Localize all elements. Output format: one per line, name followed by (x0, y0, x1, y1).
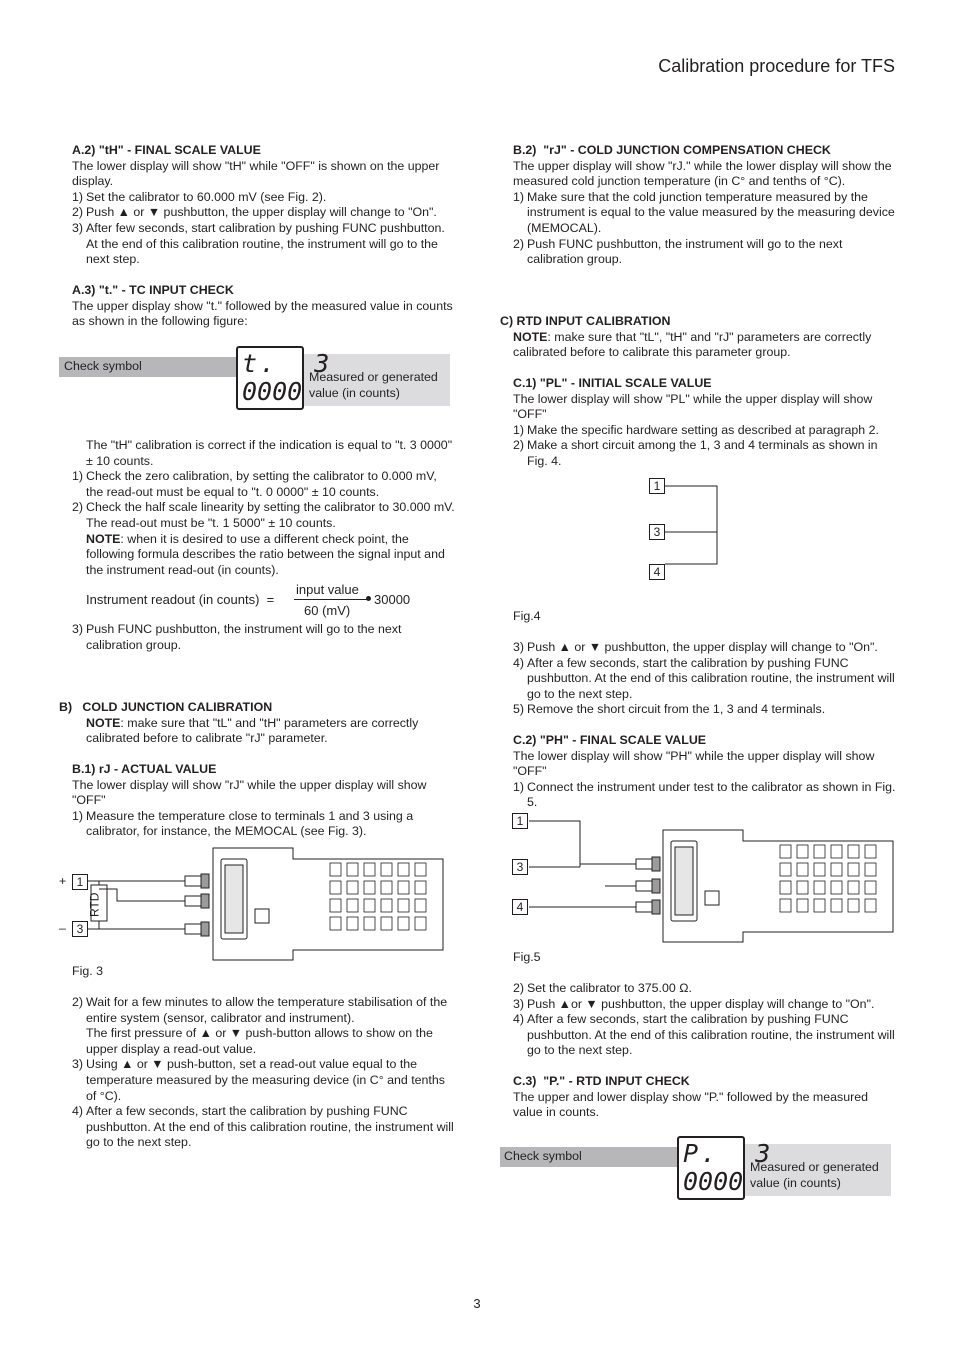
list-item: 2) Set the calibrator to 375.00 Ω. (513, 981, 692, 995)
list-item: 2) Wait for a few minutes to allow the temperature stabilisation of the entire system (sensor, calibrator and instrument). (72, 995, 448, 1025)
section-a3-intro: The upper display show "t." followed by the measured value in counts as shown in the following figure: (72, 298, 453, 329)
list-item: 1) Check the zero calibration, by setting the calibrator to 0.000 mV, the read-out must be equal to "t. 0 0000" ± 10 counts. (72, 469, 437, 499)
section-c1-intro: The lower display will show "PL" while the upper display will show "OFF" (513, 391, 873, 422)
b1-step2b: The first pressure of ▲ or ▼ push-button allows to show on the upper display a read-out value. (86, 1026, 433, 1056)
list-item: 2) Make a short circuit among the 1, 3 and 4 terminals as shown in Fig. 4. (513, 438, 878, 468)
section-b2-title: B.2) "rJ" - COLD JUNCTION COMPENSATION CHECK (513, 143, 831, 157)
section-b1-intro: The lower display will show "rJ" while the upper display will show "OFF" (72, 777, 427, 808)
list-item: 2) Push ▲ or ▼ pushbutton, the upper display will change to "On". (72, 205, 437, 220)
section-a2-title: A.2) "tH" - FINAL SCALE VALUE (72, 143, 261, 157)
lcd-upper: P. 3 (683, 1139, 774, 1168)
c-note: NOTE: make sure that "tL", "tH" and "rJ" parameters are correctly calibrated before to calibrate this parameter group. (513, 329, 872, 360)
fig5 (505, 810, 900, 945)
fig4 (648, 478, 728, 582)
formula-left: Instrument readout (in counts) = (86, 592, 275, 607)
list-item: 1) Set the calibrator to 60.000 mV (see Fig. 2). (72, 189, 327, 204)
section-b2-intro: The upper display will show "rJ." while the lower display will show the measured cold junction temperature (in C° and tenths of °C). (513, 158, 892, 189)
section-b1 (72, 762, 457, 840)
section-a2 (72, 143, 457, 268)
lcd-lower: 0000 (683, 1167, 744, 1196)
section-c-title: C) RTD INPUT CALIBRATION (500, 314, 671, 328)
fig4-terminal-4: 4 (649, 564, 665, 580)
fig4-terminal-3: 3 (649, 524, 665, 540)
fig5-terminal-4: 4 (512, 899, 528, 915)
fig3-terminal-1: 1 (72, 874, 88, 890)
lcd-display (677, 1136, 774, 1200)
fig3-caption: Fig. 3 (72, 964, 103, 978)
list-item: 4) After a few seconds, start the calibration by pushing FUNC pushbutton. At the end of this calibration routine, the instrument will go to the next step. (72, 1104, 454, 1150)
section-c2-title: C.2) "PH" - FINAL SCALE VALUE (513, 733, 707, 747)
a3-note: NOTE: when it is desired to use a different check point, the following formula describes the ratio between the signal input and the instrument read-out (in counts). (86, 531, 445, 577)
list-item: 1) Make sure that the cold junction temperature measured by the instrument is equal to the value measured by the measuring device (MEMOCAL). (513, 189, 895, 235)
section-a2-intro: The lower display will show "tH" while "OFF" is shown on the upper display. (72, 158, 440, 189)
section-c2 (513, 733, 898, 811)
section-c3-title: C.3) "P." - RTD INPUT CHECK (513, 1074, 690, 1088)
lcd-lower: 0000 (242, 377, 303, 406)
fig5-terminal-3: 3 (512, 859, 528, 875)
list-item: 1) Measure the temperature close to terminals 1 and 3 using a calibrator, for instance, the MEMOCAL (see Fig. 3). (72, 808, 414, 839)
fig4-caption: Fig.4 (513, 609, 541, 623)
formula-denominator: 60 (mV) (304, 603, 351, 618)
section-a3-title: A.3) "t." - TC INPUT CHECK (72, 283, 234, 297)
fig4-terminal-1: 1 (649, 478, 665, 494)
measured-label: Measured or generated value (in counts) (750, 1160, 879, 1190)
fig3 (55, 845, 450, 965)
section-b1-title: B.1) rJ - ACTUAL VALUE (72, 762, 217, 776)
section-b (59, 700, 459, 747)
formula-fraction-bar (294, 599, 367, 600)
fig3-terminal-3: 3 (72, 921, 88, 937)
page-header-title: Calibration procedure for TFS (658, 56, 895, 76)
section-c1 (513, 376, 898, 470)
section-c3 (513, 1074, 898, 1121)
section-c1-rest (513, 640, 898, 718)
check-symbol-label: Check symbol (64, 359, 142, 373)
list-item: 3) Push FUNC pushbutton, the instrument will go to the next calibration group. (72, 622, 402, 652)
list-item: 1) Connect the instrument under test to the calibrator as shown in Fig. 5. (513, 779, 896, 810)
section-c1-title: C.1) "PL" - INITIAL SCALE VALUE (513, 376, 712, 390)
section-c2-rest (513, 981, 898, 1059)
section-c2-intro: The lower display will show "PH" while the upper display will show "OFF" (513, 748, 875, 779)
fig5-wiring (505, 810, 900, 945)
fig3-wiring (55, 845, 450, 965)
formula-dot-icon (366, 596, 371, 601)
fig3-minus: – (59, 921, 66, 935)
lcd-upper: t. 3 (242, 349, 333, 378)
a3-step3 (72, 622, 457, 653)
check-symbol-label: Check symbol (504, 1149, 582, 1163)
fig3-rtd-label: RTD (87, 892, 102, 918)
fig5-terminal-1: 1 (512, 813, 528, 829)
list-item: 1) Make the specific hardware setting as described at paragraph 2. (513, 422, 879, 437)
section-a3-head (72, 283, 457, 330)
section-c (500, 314, 900, 361)
list-item: 4) After a few seconds, start the calibration by pushing FUNC pushbutton. At the end of this calibration routine, the instrument will go to the next step. (513, 655, 895, 701)
list-item: 5) Remove the short circuit from the 1, 3 and 4 terminals. (513, 702, 826, 717)
section-b1-rest (72, 995, 457, 1151)
list-item: 4) After a few seconds, start the calibration by pushing FUNC pushbutton. At the end of this calibration routine, the instrument will go to the next step. (513, 1012, 895, 1058)
list-item: 3) Push ▲ or ▼ pushbutton, the upper display will change to "On". (513, 640, 878, 654)
section-a3-body (72, 438, 457, 578)
section-b-title: B) COLD JUNCTION CALIBRATION (59, 700, 273, 714)
page-number: 3 (473, 1296, 481, 1311)
fig3-plus: + (59, 874, 67, 888)
fig5-caption: Fig.5 (513, 950, 541, 964)
section-b2 (513, 143, 898, 268)
a3-para: The "tH" calibration is correct if the indication is equal to "t. 3 0000" ± 10 counts. (86, 438, 453, 468)
lcd-display (236, 346, 333, 410)
formula-multiplier: 30000 (374, 592, 411, 607)
list-item: 3) Using ▲ or ▼ push-button, set a read-out value equal to the temperature measured by the measuring device (in C° and tenths of °C). (72, 1057, 445, 1103)
list-item: 3) Push ▲or ▼ pushbutton, the upper display will change to "On". (513, 996, 875, 1011)
list-item: 2) Check the half scale linearity by setting the calibrator to 30.000 mV. The read-out must be "t. 1 5000" ± 10 counts. (72, 500, 455, 530)
formula (86, 582, 446, 622)
formula-numerator: input value (296, 582, 359, 597)
b-note: NOTE: make sure that "tL" and "tH" parameters are correctly calibrated before to calibrate "rJ" parameter. (86, 715, 419, 746)
list-item: 3) After few seconds, start calibration by pushing FUNC pushbutton. At the end of this calibration routine, the instrument will go to the next step. (72, 220, 445, 267)
section-c3-intro: The upper and lower display show "P." followed by the measured value in counts. (513, 1089, 869, 1120)
list-item: 2) Push FUNC pushbutton, the instrument will go to the next calibration group. (513, 236, 843, 267)
measured-label: Measured or generated value (in counts) (309, 370, 438, 400)
